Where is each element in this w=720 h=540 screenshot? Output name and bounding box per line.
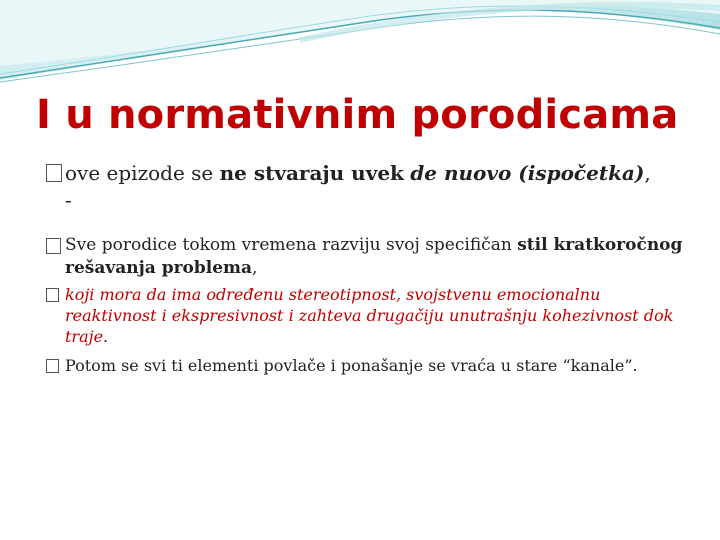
bullet-1-italic-text: de nuovo (ispočetka) [410,161,645,185]
bullet-1-comma: , [644,161,651,185]
bullet-box-icon [46,288,59,302]
bullet-item-3 [46,284,696,347]
bullet-box-icon [46,164,62,182]
bullet-2-comma: , [252,258,258,278]
bullet-1-text-a: ove epizode se [65,161,220,185]
bullet-item-1 [46,160,696,214]
bullet-box-icon [46,359,59,373]
slide-title: I u normativnim porodicama [36,92,679,138]
header-wave-decoration [0,0,720,90]
bullet-3-period: . [103,327,109,346]
bullet-1-bold-text: ne stvaraju uvek [219,161,404,185]
bullet-4-text: Potom se svi ti elementi povlače i ponašanje se vraća u stare “kanale”. [65,356,638,375]
bullet-2-bold-text: stil kratkoročnog rešavanja problema [65,235,683,278]
bullet-list [46,160,696,376]
bullet-item-2 [46,234,696,280]
bullet-3-italic-red-text: koji mora da ima određenu stereotipnost, svojstvenu emocionalnu reaktivnost i ekspresivnost i zahteva drugačiju unutrašnju kohezivnost dok traje [65,285,674,346]
bullet-1-dash: - [65,188,72,212]
bullet-2-text-a: Sve porodice tokom vremena razviju svoj specifičan [65,235,518,255]
bullet-box-icon [46,238,61,254]
bullet-item-4 [46,355,696,376]
